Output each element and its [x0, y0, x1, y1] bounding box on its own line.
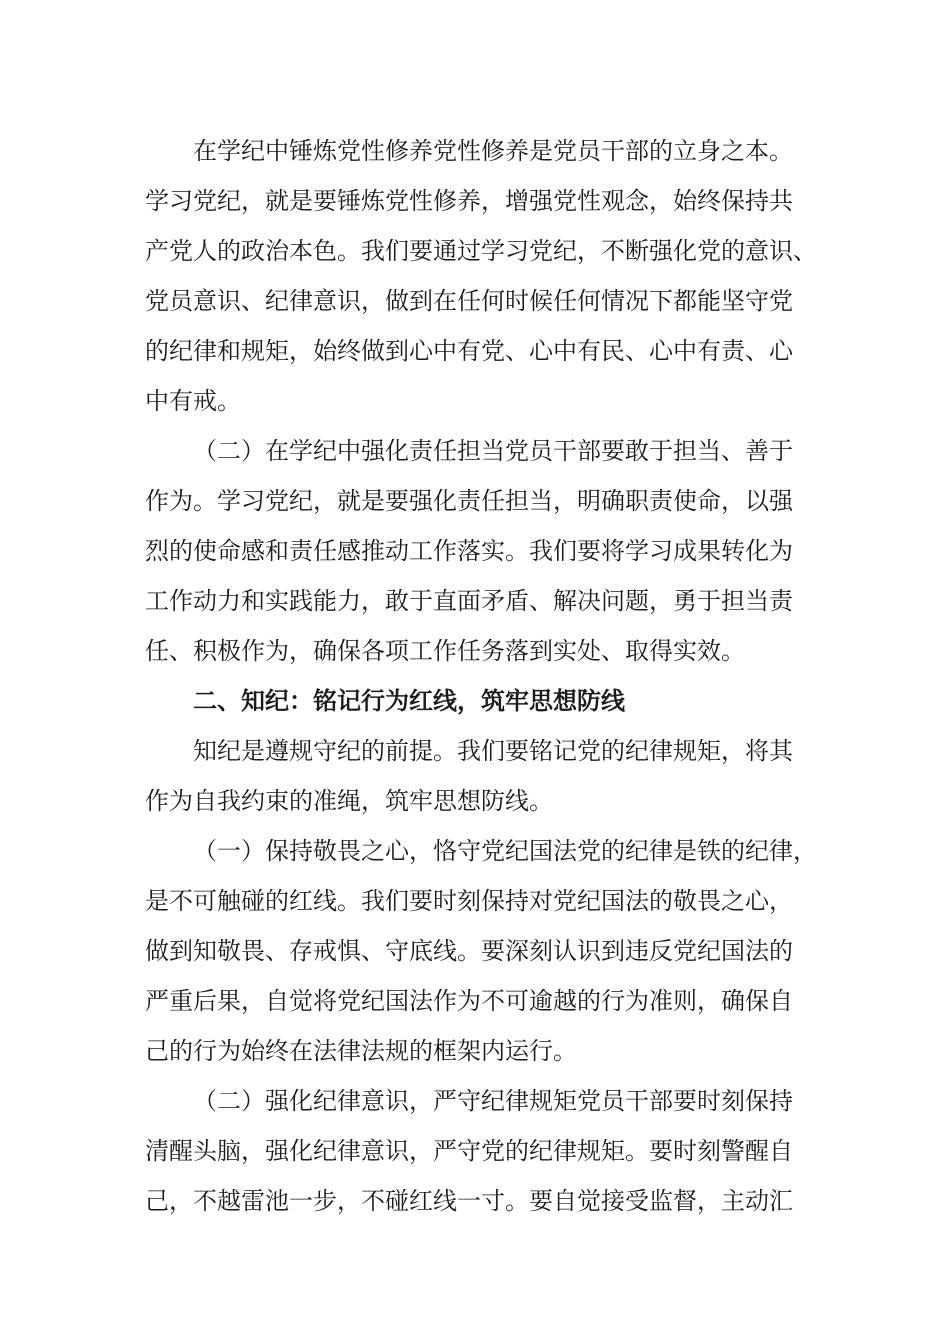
paragraph-line: 任、积极作为，确保各项工作任务落到实处、取得实效。 [145, 637, 745, 665]
paragraph-line: 在学纪中锤炼党性修养党性修养是党员干部的立身之本。 [193, 137, 793, 165]
paragraph-line: （一）保持敬畏之心，恪守党纪国法党的纪律是铁的纪律， [193, 837, 817, 865]
paragraph-line: 是不可触碰的红线。我们要时刻保持对党纪国法的敬畏之心， [145, 887, 793, 915]
paragraph-line: 的纪律和规矩，始终做到心中有党、心中有民、心中有责、心 [145, 337, 793, 365]
paragraph-line: （二）强化纪律意识，严守纪律规矩党员干部要时刻保持 [193, 1087, 793, 1115]
paragraph-line: 知纪是遵规守纪的前提。我们要铭记党的纪律规矩，将其 [193, 737, 793, 765]
paragraph-line: 党员意识、纪律意识，做到在任何时候任何情况下都能坚守党 [145, 287, 793, 315]
paragraph-line: 烈的使命感和责任感推动工作落实。我们要将学习成果转化为 [145, 537, 793, 565]
paragraph-line: （二）在学纪中强化责任担当党员干部要敢于担当、善于 [193, 437, 793, 465]
paragraph-line: 产党人的政治本色。我们要通过学习党纪，不断强化党的意识、 [145, 237, 817, 265]
paragraph-line: 己的行为始终在法律法规的框架内运行。 [145, 1037, 577, 1065]
section-heading: 二、知纪：铭记行为红线，筑牢思想防线 [193, 687, 625, 715]
paragraph-line: 严重后果，自觉将党纪国法作为不可逾越的行为准则，确保自 [145, 987, 793, 1015]
paragraph-line: 学习党纪，就是要锤炼党性修养，增强党性观念，始终保持共 [145, 187, 793, 215]
paragraph-line: 作为。学习党纪，就是要强化责任担当，明确职责使命，以强 [145, 487, 793, 515]
paragraph-line: 清醒头脑，强化纪律意识，严守党的纪律规矩。要时刻警醒自 [145, 1137, 793, 1165]
paragraph-line: 工作动力和实践能力，敢于直面矛盾、解决问题，勇于担当责 [145, 587, 793, 615]
paragraph-line: 己，不越雷池一步，不碰红线一寸。要自觉接受监督，主动汇 [145, 1187, 793, 1215]
paragraph-line: 做到知敬畏、存戒惧、守底线。要深刻认识到违反党纪国法的 [145, 937, 793, 965]
document-body [145, 126, 815, 1226]
paragraph-line: 作为自我约束的准绳，筑牢思想防线。 [145, 787, 553, 815]
paragraph-line: 中有戒。 [145, 387, 241, 415]
